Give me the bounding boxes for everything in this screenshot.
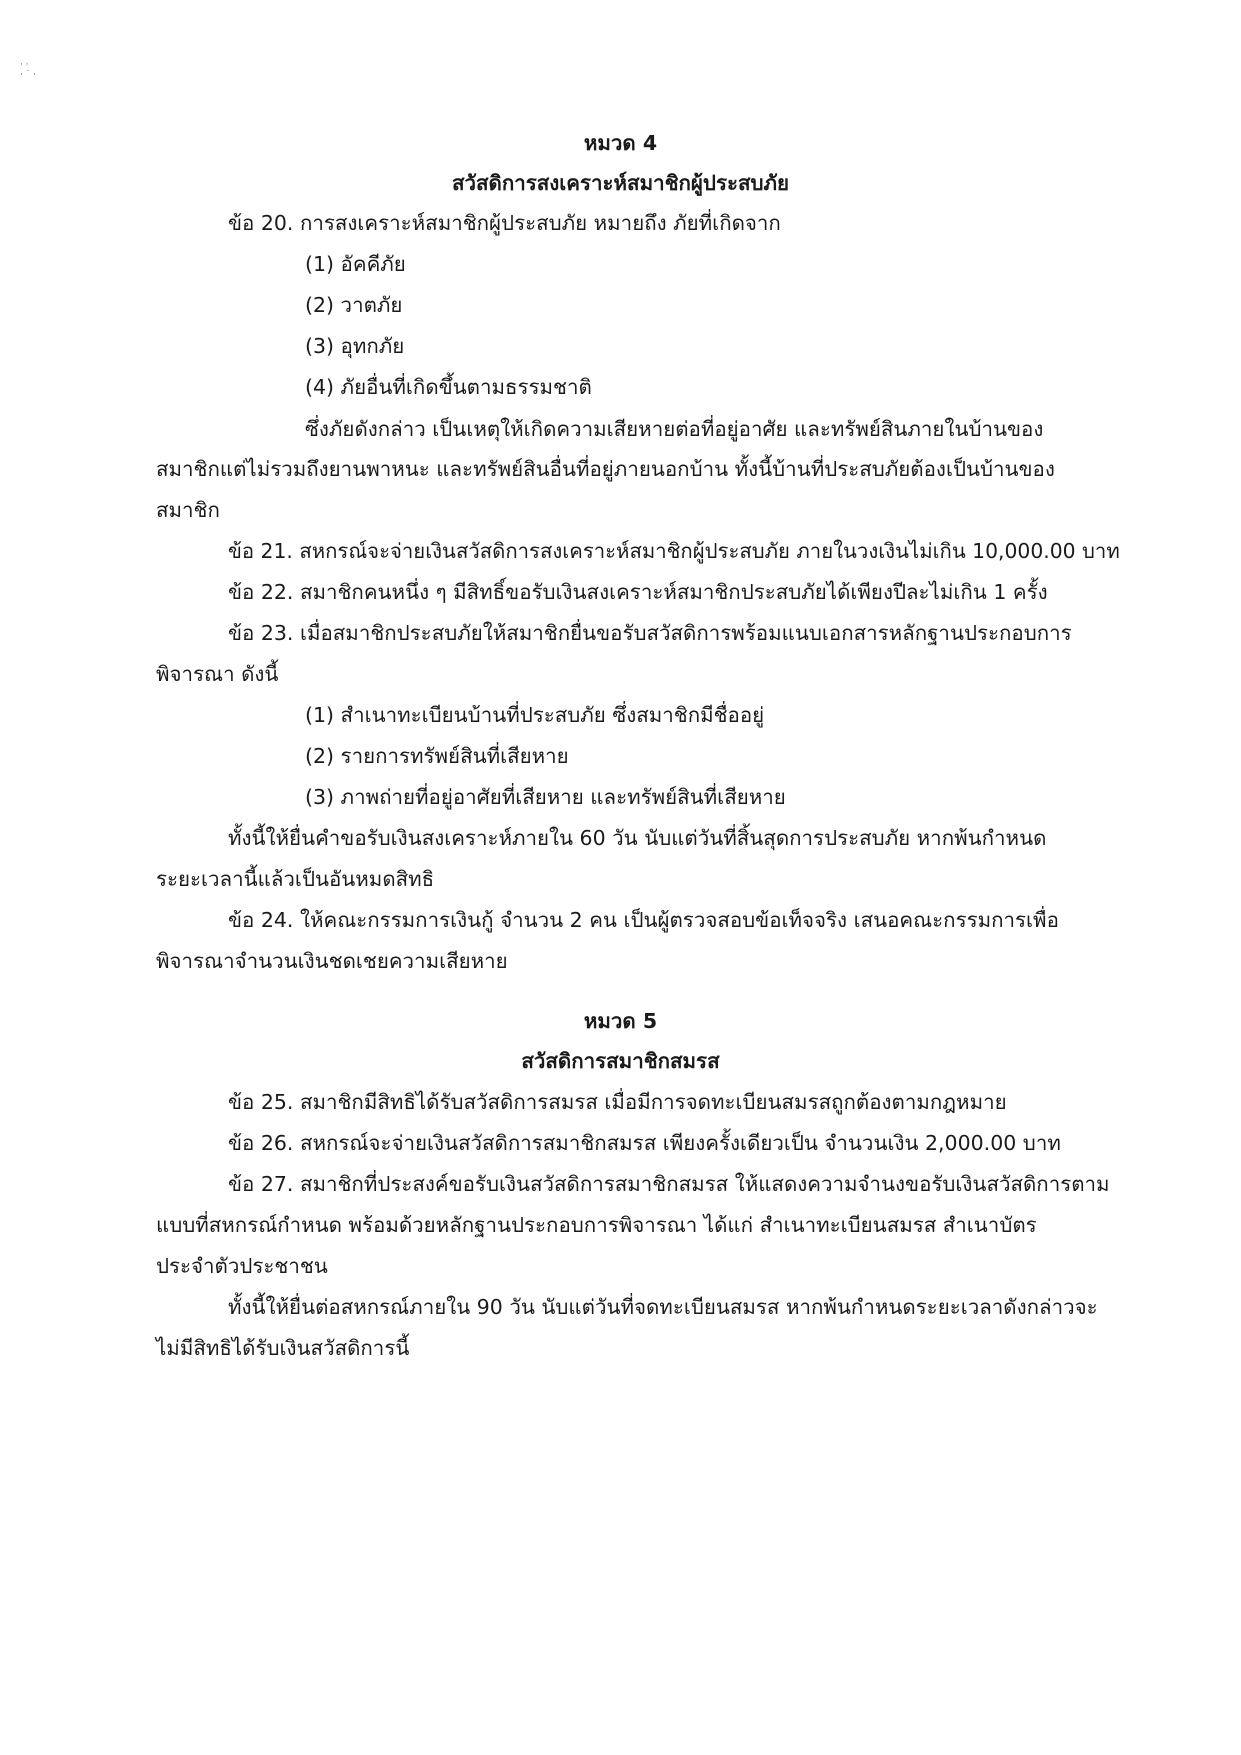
- clause-27-paragraph-line-1: ทั้งนี้ให้ยื่นต่อสหกรณ์ภายใน 90 วัน นับแต่วันที่จดทะเบียนสมรส หากพ้นกำหนดระยะเวลาดังกล่าวจะ: [228, 1295, 1098, 1319]
- clause-20: ข้อ 20. การสงเคราะห์สมาชิกผู้ประสบภัย หมายถึง ภัยที่เกิดจาก: [228, 211, 781, 235]
- clause-20-item-2: (2) วาตภัย: [305, 293, 403, 317]
- chapter-5-heading: หมวด 5: [583, 1009, 658, 1033]
- clause-20-paragraph-line-1: ซึ่งภัยดังกล่าว เป็นเหตุให้เกิดความเสียหายต่อที่อยู่อาศัย และทรัพย์สินภายในบ้านของ: [305, 417, 1044, 441]
- clause-20-item-3: (3) อุทกภัย: [305, 334, 405, 358]
- scan-speck-marks: · · · ˙ ·: [20, 60, 36, 80]
- clause-20-paragraph-line-2: สมาชิกแต่ไม่รวมถึงยานพาหนะ และทรัพย์สินอื่นที่อยู่ภายนอกบ้าน ทั้งนี้บ้านที่ประสบภัยต้องเป็นบ้านของ: [156, 457, 1055, 481]
- clause-20-item-4: (4) ภัยอื่นที่เกิดขึ้นตามธรรมชาติ: [305, 375, 592, 399]
- clause-21: ข้อ 21. สหกรณ์จะจ่ายเงินสวัสดิการสงเคราะห์สมาชิกผู้ประสบภัย ภายในวงเงินไม่เกิน 10,000.00 บาท: [228, 539, 1120, 563]
- clause-27-line-2: แบบที่สหกรณ์กำหนด พร้อมด้วยหลักฐานประกอบการพิจารณา ได้แก่ สำเนาทะเบียนสมรส สำเนาบัตร: [156, 1213, 1037, 1237]
- clause-20-paragraph-line-3: สมาชิก: [156, 498, 220, 522]
- clause-23-item-1: (1) สำเนาทะเบียนบ้านที่ประสบภัย ซึ่งสมาชิกมีชื่ออยู่: [305, 703, 765, 727]
- clause-23-line-1: ข้อ 23. เมื่อสมาชิกประสบภัยให้สมาชิกยื่นขอรับสวัสดิการพร้อมแนบเอกสารหลักฐานประกอบการ: [228, 621, 1072, 645]
- clause-23-line-2: พิจารณา ดังนี้: [156, 662, 279, 686]
- clause-23-item-3: (3) ภาพถ่ายที่อยู่อาศัยที่เสียหาย และทรัพย์สินที่เสียหาย: [305, 785, 786, 809]
- chapter-4-heading: หมวด 4: [583, 131, 658, 155]
- chapter-4-title: สวัสดิการสงเคราะห์สมาชิกผู้ประสบภัย: [451, 171, 790, 195]
- chapter-5-title: สวัสดิการสมาชิกสมรส: [521, 1049, 720, 1073]
- clause-20-item-1: (1) อัคคีภัย: [305, 252, 406, 276]
- clause-22: ข้อ 22. สมาชิกคนหนึ่ง ๆ มีสิทธิ์ขอรับเงินสงเคราะห์สมาชิกประสบภัยได้เพียงปีละไม่เกิน 1 ครั้ง: [228, 580, 1048, 604]
- clause-24-line-2: พิจารณาจำนวนเงินชดเชยความเสียหาย: [156, 949, 508, 973]
- clause-26: ข้อ 26. สหกรณ์จะจ่ายเงินสวัสดิการสมาชิกสมรส เพียงครั้งเดียวเป็น จำนวนเงิน 2,000.00 บาท: [228, 1131, 1061, 1155]
- clause-24-line-1: ข้อ 24. ให้คณะกรรมการเงินกู้ จำนวน 2 คน เป็นผู้ตรวจสอบข้อเท็จจริง เสนอคณะกรรมการเพื่อ: [228, 908, 1059, 932]
- clause-27-line-3: ประจำตัวประชาชน: [156, 1254, 328, 1278]
- clause-27-line-1: ข้อ 27. สมาชิกที่ประสงค์ขอรับเงินสวัสดิการสมาชิกสมรส ให้แสดงความจำนงขอรับเงินสวัสดิการตาม: [228, 1172, 1110, 1196]
- clause-27-paragraph-line-2: ไม่มีสิทธิได้รับเงินสวัสดิการนี้: [156, 1336, 410, 1360]
- clause-23-paragraph-line-2: ระยะเวลานี้แล้วเป็นอันหมดสิทธิ: [156, 867, 435, 891]
- clause-25: ข้อ 25. สมาชิกมีสิทธิได้รับสวัสดิการสมรส เมื่อมีการจดทะเบียนสมรสถูกต้องตามกฎหมาย: [228, 1090, 1007, 1114]
- clause-23-item-2: (2) รายการทรัพย์สินที่เสียหาย: [305, 744, 569, 768]
- clause-23-paragraph-line-1: ทั้งนี้ให้ยื่นคำขอรับเงินสงเคราะห์ภายใน 60 วัน นับแต่วันที่สิ้นสุดการประสบภัย หากพ้นกำหนด: [228, 826, 1047, 850]
